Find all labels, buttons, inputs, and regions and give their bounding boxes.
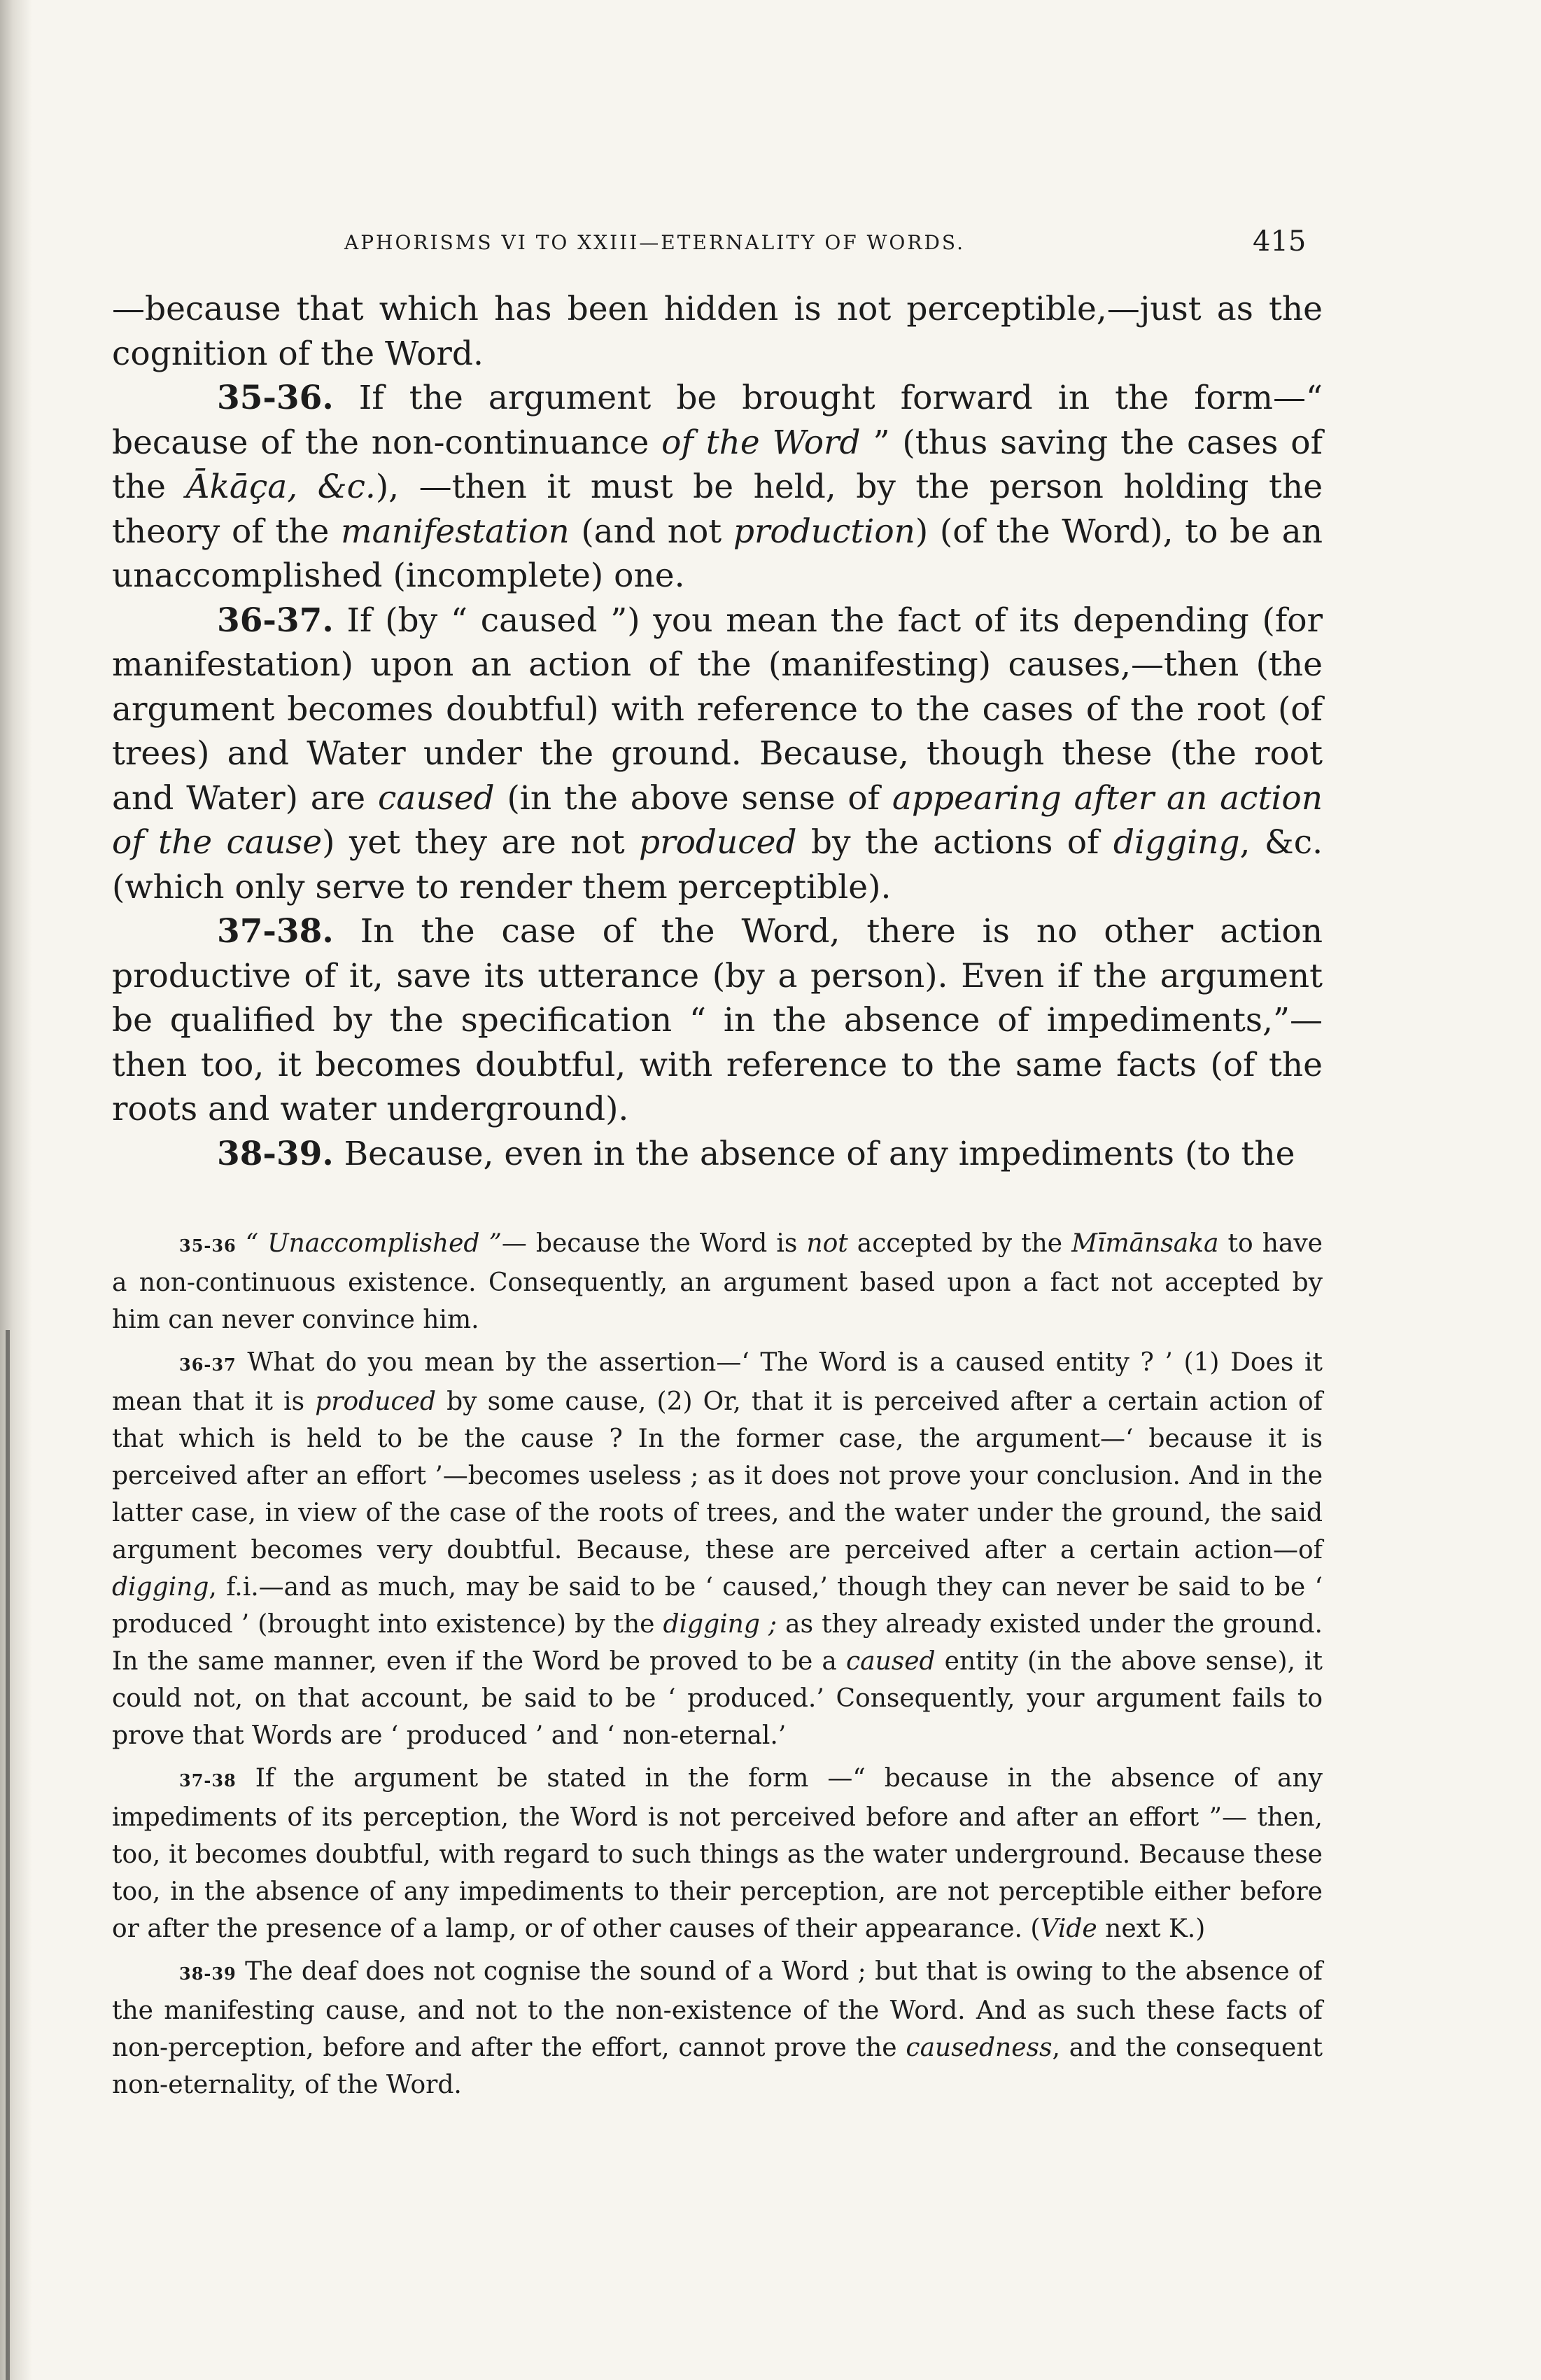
italic-run: production — [733, 512, 915, 551]
text-run: (and not — [569, 512, 733, 551]
text-run: , f.i.—and as much, may be said to be ‘ caused,’ though they can never be said to be ‘ produced ’ (brought into existence) by the — [112, 1573, 1323, 1639]
paragraph-38-39 — [112, 1132, 1323, 1177]
italic-run: produced — [639, 823, 797, 862]
text-run: ) yet they are not — [322, 823, 640, 862]
italic-run: causedness — [906, 2033, 1053, 2062]
text-run: If the argument be brought forward in the form—“ because of the non-continuance — [112, 379, 1323, 462]
footnotes — [112, 1225, 1323, 2104]
text-run: accepted by the — [847, 1229, 1072, 1258]
footnote-36-37 — [112, 1344, 1323, 1754]
running-title: APHORISMS VI TO XXIII—ETERNALITY OF WORDS. — [344, 231, 965, 254]
page-number: 415 — [1253, 225, 1307, 258]
paragraph-36-37 — [112, 598, 1323, 910]
footnote-37-38 — [112, 1760, 1323, 1947]
italic-run: Mīmānsaka — [1071, 1229, 1219, 1258]
text-run: ” (thus saving the cases of the — [112, 423, 1323, 506]
text-run: Because, even in the absence of any impediments (to the — [333, 1134, 1295, 1173]
text-run: as they already existed under the ground. In the same manner, even if the Word be proved to be a — [112, 1610, 1323, 1676]
italic-run: not — [806, 1229, 848, 1258]
scan-binding-edge — [6, 1330, 10, 2380]
footnote-number: 35-36 — [179, 1236, 237, 1256]
footnote-number: 37-38 — [179, 1770, 237, 1791]
text-run: next K.) — [1097, 1914, 1206, 1943]
text-run: to have a non-continuous existence. Consequently, an argument based upon a fact not accepted by him can never convince him. — [112, 1229, 1323, 1334]
scan-edge-shadow — [0, 0, 32, 2380]
text-run: What do you mean by the assertion—‘ The Word is a caused entity ? ’ (1) Does it mean that it is — [112, 1348, 1323, 1416]
section-number: 36-37. — [217, 601, 334, 640]
paragraph-35-36 — [112, 376, 1323, 598]
text-run: by the actions of — [796, 823, 1113, 862]
italic-run: Vide — [1040, 1914, 1097, 1943]
text-run: — because the Word is — [501, 1229, 807, 1258]
main-text — [112, 287, 1323, 1176]
italic-run: caused — [377, 778, 495, 818]
italic-run: of the Word — [661, 423, 861, 462]
text-run: In the case of the Word, there is no other action productive of it, save its utterance (by a person). Even if the argument be qualified by the specification “ in the absence of impediments,”—then too, it becomes doubtful, with reference to the same facts (of the roots and water underground). — [112, 912, 1323, 1128]
section-number: 35-36. — [217, 379, 334, 417]
text-run: , &c. (which only serve to render them perceptible). — [112, 823, 1323, 906]
footnote-number: 36-37 — [179, 1354, 237, 1375]
text-run: If (by “ caused ”) you mean the fact of its depending (for manifestation) upon an action of the (manifesting) causes,—then (the argument becomes doubtful) with reference to the cases of the root (of trees) and Water under the ground. Because, though these (the root and Water) are — [112, 601, 1323, 818]
italic-run: manifestation — [341, 512, 570, 551]
section-number: 38-39. — [217, 1134, 334, 1173]
italic-run: Ākāça, &c. — [185, 468, 376, 506]
italic-run: digging — [1113, 823, 1240, 862]
footnote-35-36 — [112, 1225, 1323, 1338]
footnote-38-39 — [112, 1953, 1323, 2104]
italic-run: digging ; — [663, 1610, 777, 1639]
paragraph-37-38 — [112, 909, 1323, 1132]
text-run: (in the above sense of — [494, 778, 892, 818]
text-run: If the argument be stated in the form —“ because in the absence of any impediments of its perception, the Word is not perceived before and after an effort ”— then, too, it becomes doubtful, with regard to such things as the water underground. Because these too, in the absence of any impediments to their perception, are not perceptible either before or after the presence of a lamp, or of other causes of their appearance. ( — [112, 1764, 1323, 1943]
text-run: , and the consequent non-eternality, of the Word. — [112, 2033, 1323, 2099]
footnote-number: 38-39 — [179, 1963, 237, 1984]
text-run: ), —then it must be held, by the person holding the theory of the — [112, 468, 1323, 551]
text-run: by some cause, (2) Or, that it is perceived after a certain action of that which is held to be the cause ? In the former case, the argument—‘ because it is perceived after an effort ’—becomes useless ; as it does not prove your conclusion. And in the latter case, in view of the case of the roots of trees, and the water under the ground, the said argument becomes very doubtful. Because, these are perceived after a certain action—of — [112, 1387, 1323, 1564]
italic-run: appearing after an action of the cause — [112, 778, 1323, 862]
text-run: ) (of the Word), to be an unaccomplished (incomplete) one. — [112, 512, 1323, 595]
italic-run: caused — [845, 1647, 936, 1676]
italic-run: “ Unaccomplished ” — [245, 1229, 502, 1258]
text-run: The deaf does not cognise the sound of a Word ; but that is owing to the absence of the manifesting cause, and not to the non-existence of the Word. And as such these facts of non-perception, before and after the effort, cannot prove the — [112, 1957, 1323, 2062]
paragraph-continuation: —because that which has been hidden is not perceptible,—just as the cognition of the Word. — [112, 290, 1323, 373]
italic-run: produced — [315, 1387, 436, 1416]
text-run: entity (in the above sense), it could not, on that account, be said to be ‘ produced.’ Consequently, your argument fails to prove that Words are ‘ produced ’ and ‘ non-eternal.’ — [112, 1647, 1323, 1750]
italic-run: digging — [112, 1573, 209, 1602]
section-number: 37-38. — [217, 912, 334, 951]
